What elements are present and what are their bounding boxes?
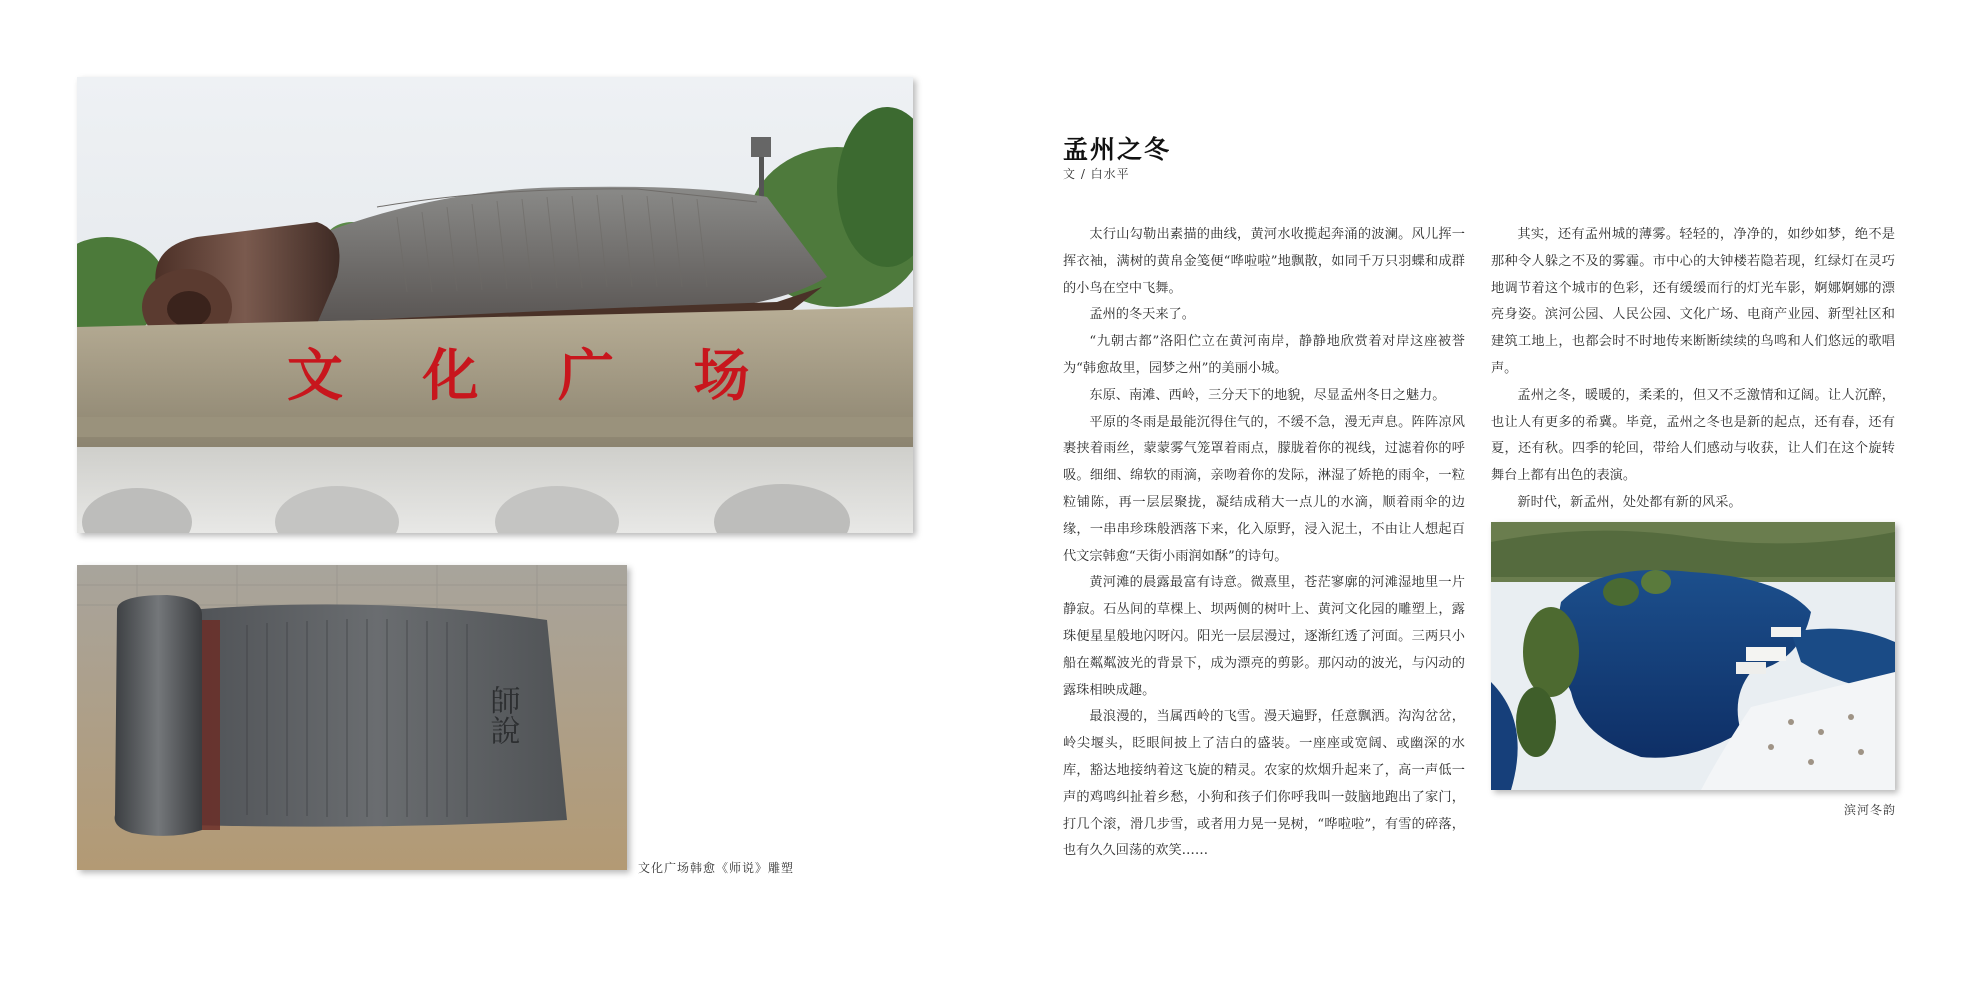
- paragraph: 孟州之冬，暖暖的，柔柔的，但又不乏激情和辽阔。让人沉醉，也让人有更多的希冀。毕竟，孟州之冬也是新的起点，还有春，还有夏，还有秋。四季的轮回，带给人们感动与收获，让人们在这个旋转舞台上都有出色的表演。: [1491, 387, 1895, 484]
- scroll-photo-caption: 文化广场韩愈《师说》雕塑: [638, 861, 795, 875]
- paragraph: “九朝古都”洛阳伫立在黄河南岸，静静地欣赏着对岸这座被誉为“韩愈故里，园梦之州”的美丽小城。: [1063, 334, 1465, 376]
- binhe-winter-river-photo: [1491, 522, 1895, 790]
- culture-square-book-sculpture-photo: [77, 77, 913, 533]
- paragraph: 最浪漫的，当属西岭的飞雪。漫天遍野，任意飘洒。沟沟岔岔，岭尖堰头，眨眼间披上了洁白的盛装。一座座或宽阔、或幽深的水库，豁达地接纳着这飞旋的精灵。农家的炊烟升起来了，高一声低一声的鸡鸣纠扯着乡愁，小狗和孩子们你呼我叫一鼓脑地跑出了家门，打几个滚，滑几步雪，或者用力晃一晃树，“哗啦啦”，有雪的碎落，也有久久回荡的欢笑……: [1063, 709, 1465, 859]
- paragraph: 孟州的冬天来了。: [1089, 307, 1195, 323]
- paragraph: 太行山勾勒出素描的曲线，黄河水收揽起奔涌的波澜。风儿挥一挥衣袖，满树的黄帛金笺便“哗啦啦”地飘散，如同千万只羽蝶和成群的小鸟在空中飞舞。: [1063, 227, 1465, 296]
- article-title: 孟州之冬: [1063, 135, 1172, 164]
- paragraph: 平原的冬雨是最能沉得住气的，不缓不急，漫无声息。阵阵凉风裹挟着雨丝，蒙蒙雾气笼罩着雨点，朦胧着你的视线，过滤着你的呼吸。细细、绵软的雨滴，亲吻着你的发际，淋湿了娇艳的雨伞，一粒粒铺陈，再一层层聚拢，凝结成稍大一点儿的水滴，顺着雨伞的边缘，一串串珍珠般洒落下来，化入原野，浸入泥土，不由让人想起百代文宗韩愈“天街小雨润如酥”的诗句。: [1063, 414, 1465, 564]
- river-photo-caption: 滨河冬韵: [1844, 803, 1897, 817]
- paragraph: 新时代，新孟州，处处都有新的风采。: [1517, 494, 1742, 510]
- article-right-column: [1491, 222, 1895, 517]
- article-left-column: [1063, 222, 1465, 865]
- paragraph: 其实，还有孟州城的薄雾。轻轻的，净净的，如纱如梦，绝不是那种令人躲之不及的雾霾。市中心的大钟楼若隐若现，红绿灯在灵巧地调节着这个城市的色彩，还有缓缓而行的灯光车影，婀娜婀娜的漂亮身姿。滨河公园、人民公园、文化广场、电商产业园、新型社区和建筑工地上，也都会时不时地传来断断续续的鸟鸣和人们悠远的歌唱声。: [1491, 227, 1895, 376]
- shishuo-seal-text: 師說: [484, 685, 520, 745]
- paragraph: 东原、南滩、西岭，三分天下的地貌，尽显孟州冬日之魅力。: [1089, 387, 1446, 403]
- culture-square-sign-text: 文 化 广 场: [287, 343, 780, 409]
- article-author: 文 / 白水平: [1063, 167, 1130, 181]
- shishuo-scroll-sculpture-photo: [77, 565, 627, 870]
- paragraph: 黄河滩的晨露最富有诗意。微熹里，苍茫寥廓的河滩湿地里一片静寂。石丛间的草棵上、坝两侧的树叶上、黄河文化园的雕塑上，露珠便星星般地闪呀闪。阳光一层层漫过，逐渐红透了河面。三两只小船在粼粼波光的背景下，成为漂亮的剪影。那闪动的波光，与闪动的露珠相映成趣。: [1063, 575, 1465, 698]
